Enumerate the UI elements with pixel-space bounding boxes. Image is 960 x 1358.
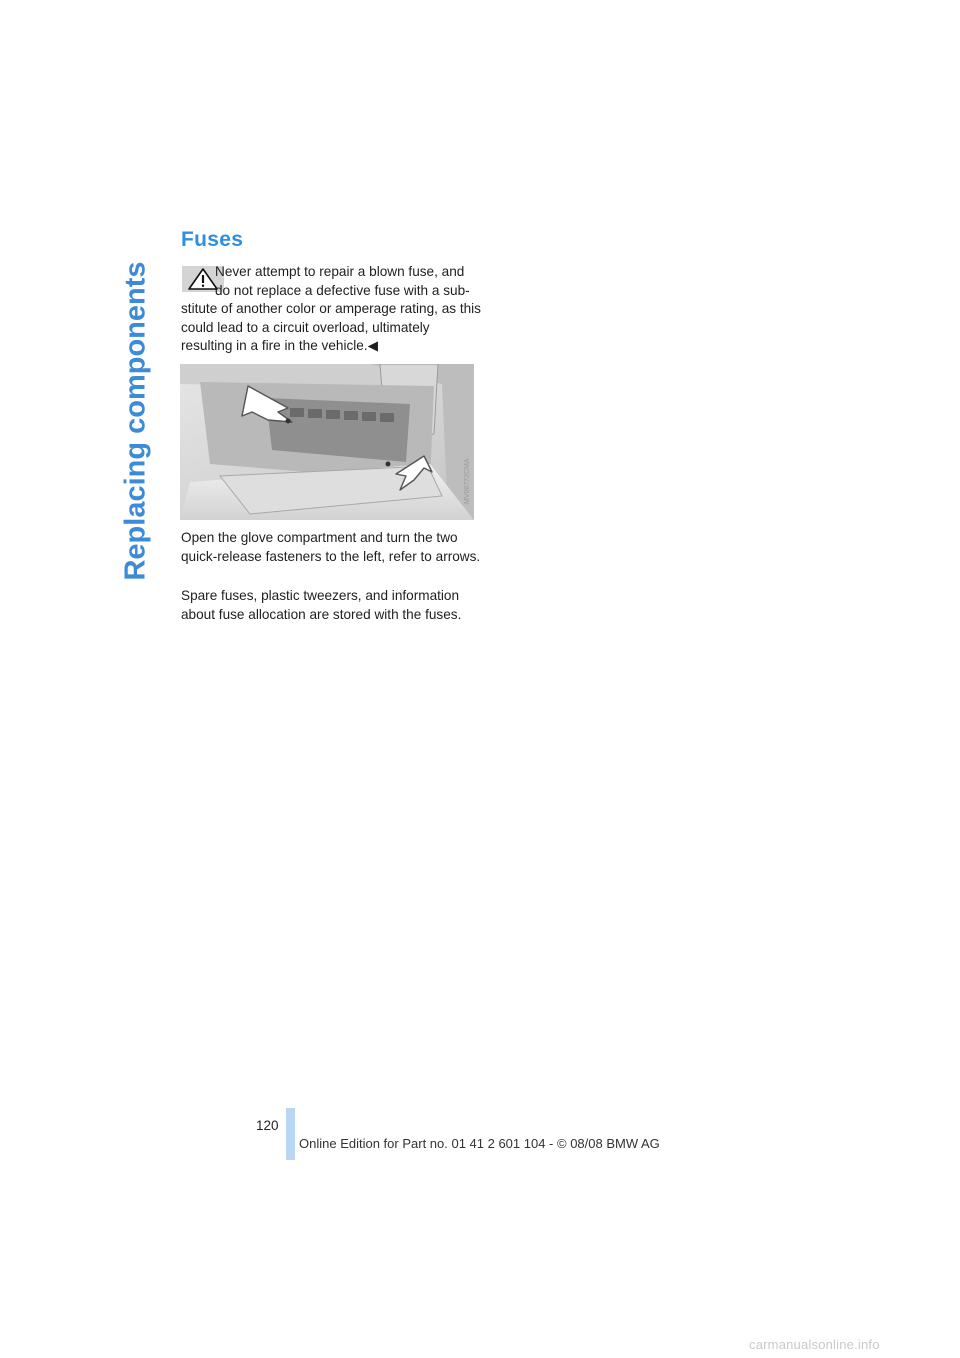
footer-accent-bar	[286, 1108, 295, 1160]
warning-text	[181, 263, 481, 356]
side-section-title-text: Replacing components	[119, 261, 152, 581]
warning-rest: stitute of another color or amperage rating, as this could lead to a circuit overload, ultimately resulting in a fire in the vehicle.	[181, 301, 481, 353]
page-number: 120	[256, 1118, 279, 1133]
image-code: MV06772CMA	[464, 458, 471, 504]
watermark: carmanualsonline.info	[749, 1337, 880, 1352]
section-title: Fuses	[181, 228, 244, 251]
info-paragraph: Spare fuses, plastic tweezers, and information about fuse allocation are stored with the fuses.	[181, 588, 462, 622]
end-mark: ◀	[367, 338, 379, 353]
glove-compartment-photo	[180, 364, 474, 520]
footer-edition-text: Online Edition for Part no. 01 41 2 601 104 - © 08/08 BMW AG	[299, 1136, 660, 1151]
warning-line-1: Never attempt to repair a blown fuse, and	[215, 264, 465, 279]
side-section-title	[116, 230, 156, 612]
warning-line-2: do not replace a defective fuse with a sub-	[215, 282, 470, 298]
instruction-paragraph: Open the glove compartment and turn the two quick-release fasteners to the left, refer to arrows.	[181, 530, 481, 564]
